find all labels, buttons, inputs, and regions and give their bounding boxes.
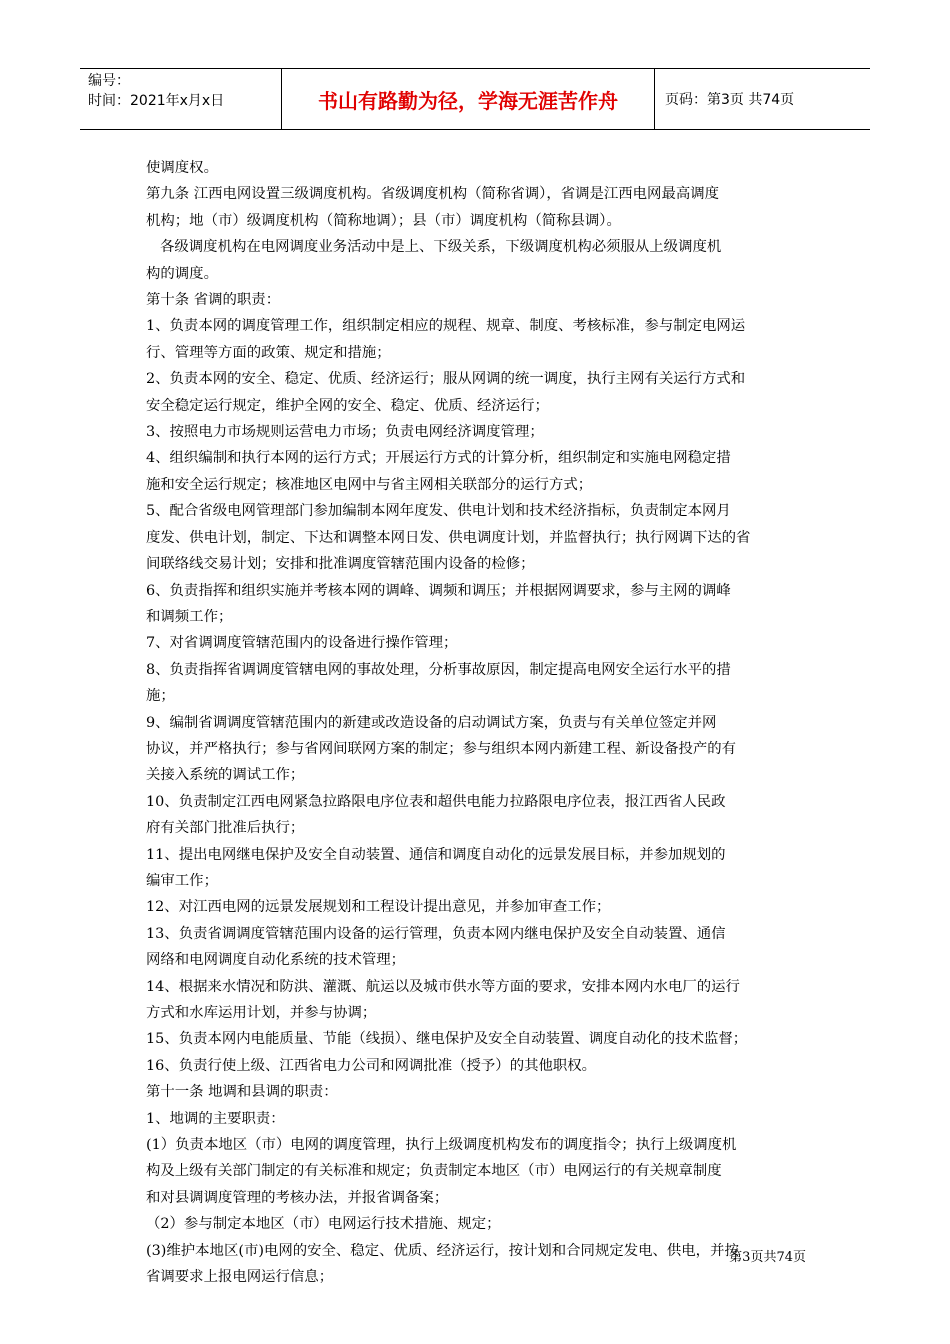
text-line: 使调度权。: [146, 160, 218, 176]
document-date: 时间：2021年x月x日: [88, 93, 225, 109]
text-line: 7、对省调调度管辖范围内的设备进行操作管理；: [146, 635, 458, 652]
text-line: 间联络线交易计划；安排和批准调度管辖范围内设备的检修；: [146, 556, 535, 573]
text-line: 第九条 江西电网设置三级调度机构。省级调度机构（简称省调），省调是江西电网最高调度: [146, 186, 720, 203]
text-line: 施和安全运行规定；核准地区电网中与省主网相关联部分的运行方式；: [146, 476, 593, 493]
text-line: 省调要求上报电网运行信息；: [146, 1269, 334, 1286]
text-line: 9、编制省调调度管辖范围内的新建或改造设备的启动调试方案，负责与有关单位签定并网: [146, 714, 717, 731]
text-line: 第十一条 地调和县调的职责：: [146, 1084, 338, 1101]
text-line: 关接入系统的调试工作；: [146, 767, 305, 784]
header-page-info: 页码：第3页 共74页: [665, 92, 795, 108]
header-motto: 书山有路勤为径，学海无涯苦作舟: [282, 69, 655, 129]
text-line: 3、按照电力市场规则运营电力市场；负责电网经济调度管理；: [146, 424, 544, 441]
text-line: 4、组织编制和执行本网的运行方式；开展运行方式的计算分析，组织制定和实施电网稳定措: [146, 450, 731, 467]
text-line: 施；: [146, 688, 175, 705]
text-line: 构及上级有关部门制定的有关标准和规定；负责制定本地区（市）电网运行的有关规章制度: [146, 1163, 722, 1180]
text-line: 1、负责本网的调度管理工作，组织制定相应的规程、规章、制度、考核标准，参与制定电网运: [146, 318, 746, 335]
text-line: 13、负责省调调度管辖范围内设备的运行管理，负责本网内继电保护及安全自动装置、通信: [146, 925, 726, 942]
text-line: 机构；地（市）级调度机构（简称地调）；县（市）调度机构（简称县调）。: [146, 212, 621, 229]
text-line: 构的调度。: [146, 265, 218, 282]
text-line: 方式和水库运用计划，并参与协调；: [146, 1005, 377, 1021]
text-line: 和对县调调度管理的考核办法，并报省调备案；: [146, 1189, 449, 1206]
document-body: [146, 155, 814, 1290]
text-line: 11、提出电网继电保护及安全自动装置、通信和调度自动化的远景发展目标，并参加规划的: [146, 846, 726, 863]
text-line: 府有关部门批准后执行；: [146, 820, 305, 837]
header-info-cell: [80, 69, 282, 129]
text-line: 16、负责行使上级、江西省电力公司和网调批准（授予）的其他职权。: [146, 1057, 597, 1074]
text-line: 行、管理等方面的政策、规定和措施；: [146, 344, 391, 361]
text-line: （2）参与制定本地区（市）电网运行技术措施、规定；: [146, 1216, 501, 1233]
page-header: [80, 68, 870, 130]
text-line: 14、根据来水情况和防洪、灌溉、航运以及城市供水等方面的要求，安排本网内水电厂的运行: [146, 978, 740, 995]
text-line: 第十条 省调的职责：: [146, 292, 281, 309]
text-line: 和调频工作；: [146, 608, 233, 625]
text-line: 各级调度机构在电网调度业务活动中是上、下级关系，下级调度机构必须服从上级调度机: [160, 239, 722, 256]
text-line: 5、配合省级电网管理部门参加编制本网年度发、供电计划和技术经济指标，负责制定本网月: [146, 503, 731, 520]
text-line: 6、负责指挥和组织实施并考核本网的调峰、调频和调压；并根据网调要求，参与主网的调峰: [146, 582, 731, 599]
text-line: 8、负责指挥省调调度管辖电网的事故处理，分析事故原因，制定提高电网安全运行水平的措: [146, 661, 731, 678]
text-line: 度发、供电计划，制定、下达和调整本网日发、供电调度计划，并监督执行；执行网调下达的省: [146, 529, 751, 546]
text-line: 安全稳定运行规定，维护全网的安全、稳定、优质、经济运行；: [146, 397, 549, 414]
text-line: 10、负责制定江西电网紧急拉路限电序位表和超供电能力拉路限电序位表，报江西省人民政: [146, 793, 726, 810]
text-line: 编审工作；: [146, 872, 218, 889]
text-line: 网络和电网调度自动化系统的技术管理；: [146, 952, 406, 969]
text-line: 协议，并严格执行；参与省网间联网方案的制定；参与组织本网内新建工程、新设备投产的有: [146, 740, 737, 757]
text-line: (3)维护本地区(市)电网的安全、稳定、优质、经济运行，按计划和合同规定发电、供电，并按: [146, 1242, 739, 1259]
page-footer: 第3页共74页: [729, 1250, 806, 1265]
text-line: (1）负责本地区（市）电网的调度管理，执行上级调度机构发布的调度指令；执行上级调度机: [146, 1137, 737, 1154]
text-line: 2、负责本网的安全、稳定、优质、经济运行；服从网调的统一调度，执行主网有关运行方式和: [146, 371, 746, 388]
text-line: 15、负责本网内电能质量、节能（线损）、继电保护及安全自动装置、调度自动化的技术监督；: [146, 1031, 748, 1048]
text-line: 1、地调的主要职责：: [146, 1110, 285, 1127]
text-line: 12、对江西电网的远景发展规划和工程设计提出意见，并参加审查工作；: [146, 899, 611, 916]
document-number-label: 编号：: [88, 73, 130, 89]
